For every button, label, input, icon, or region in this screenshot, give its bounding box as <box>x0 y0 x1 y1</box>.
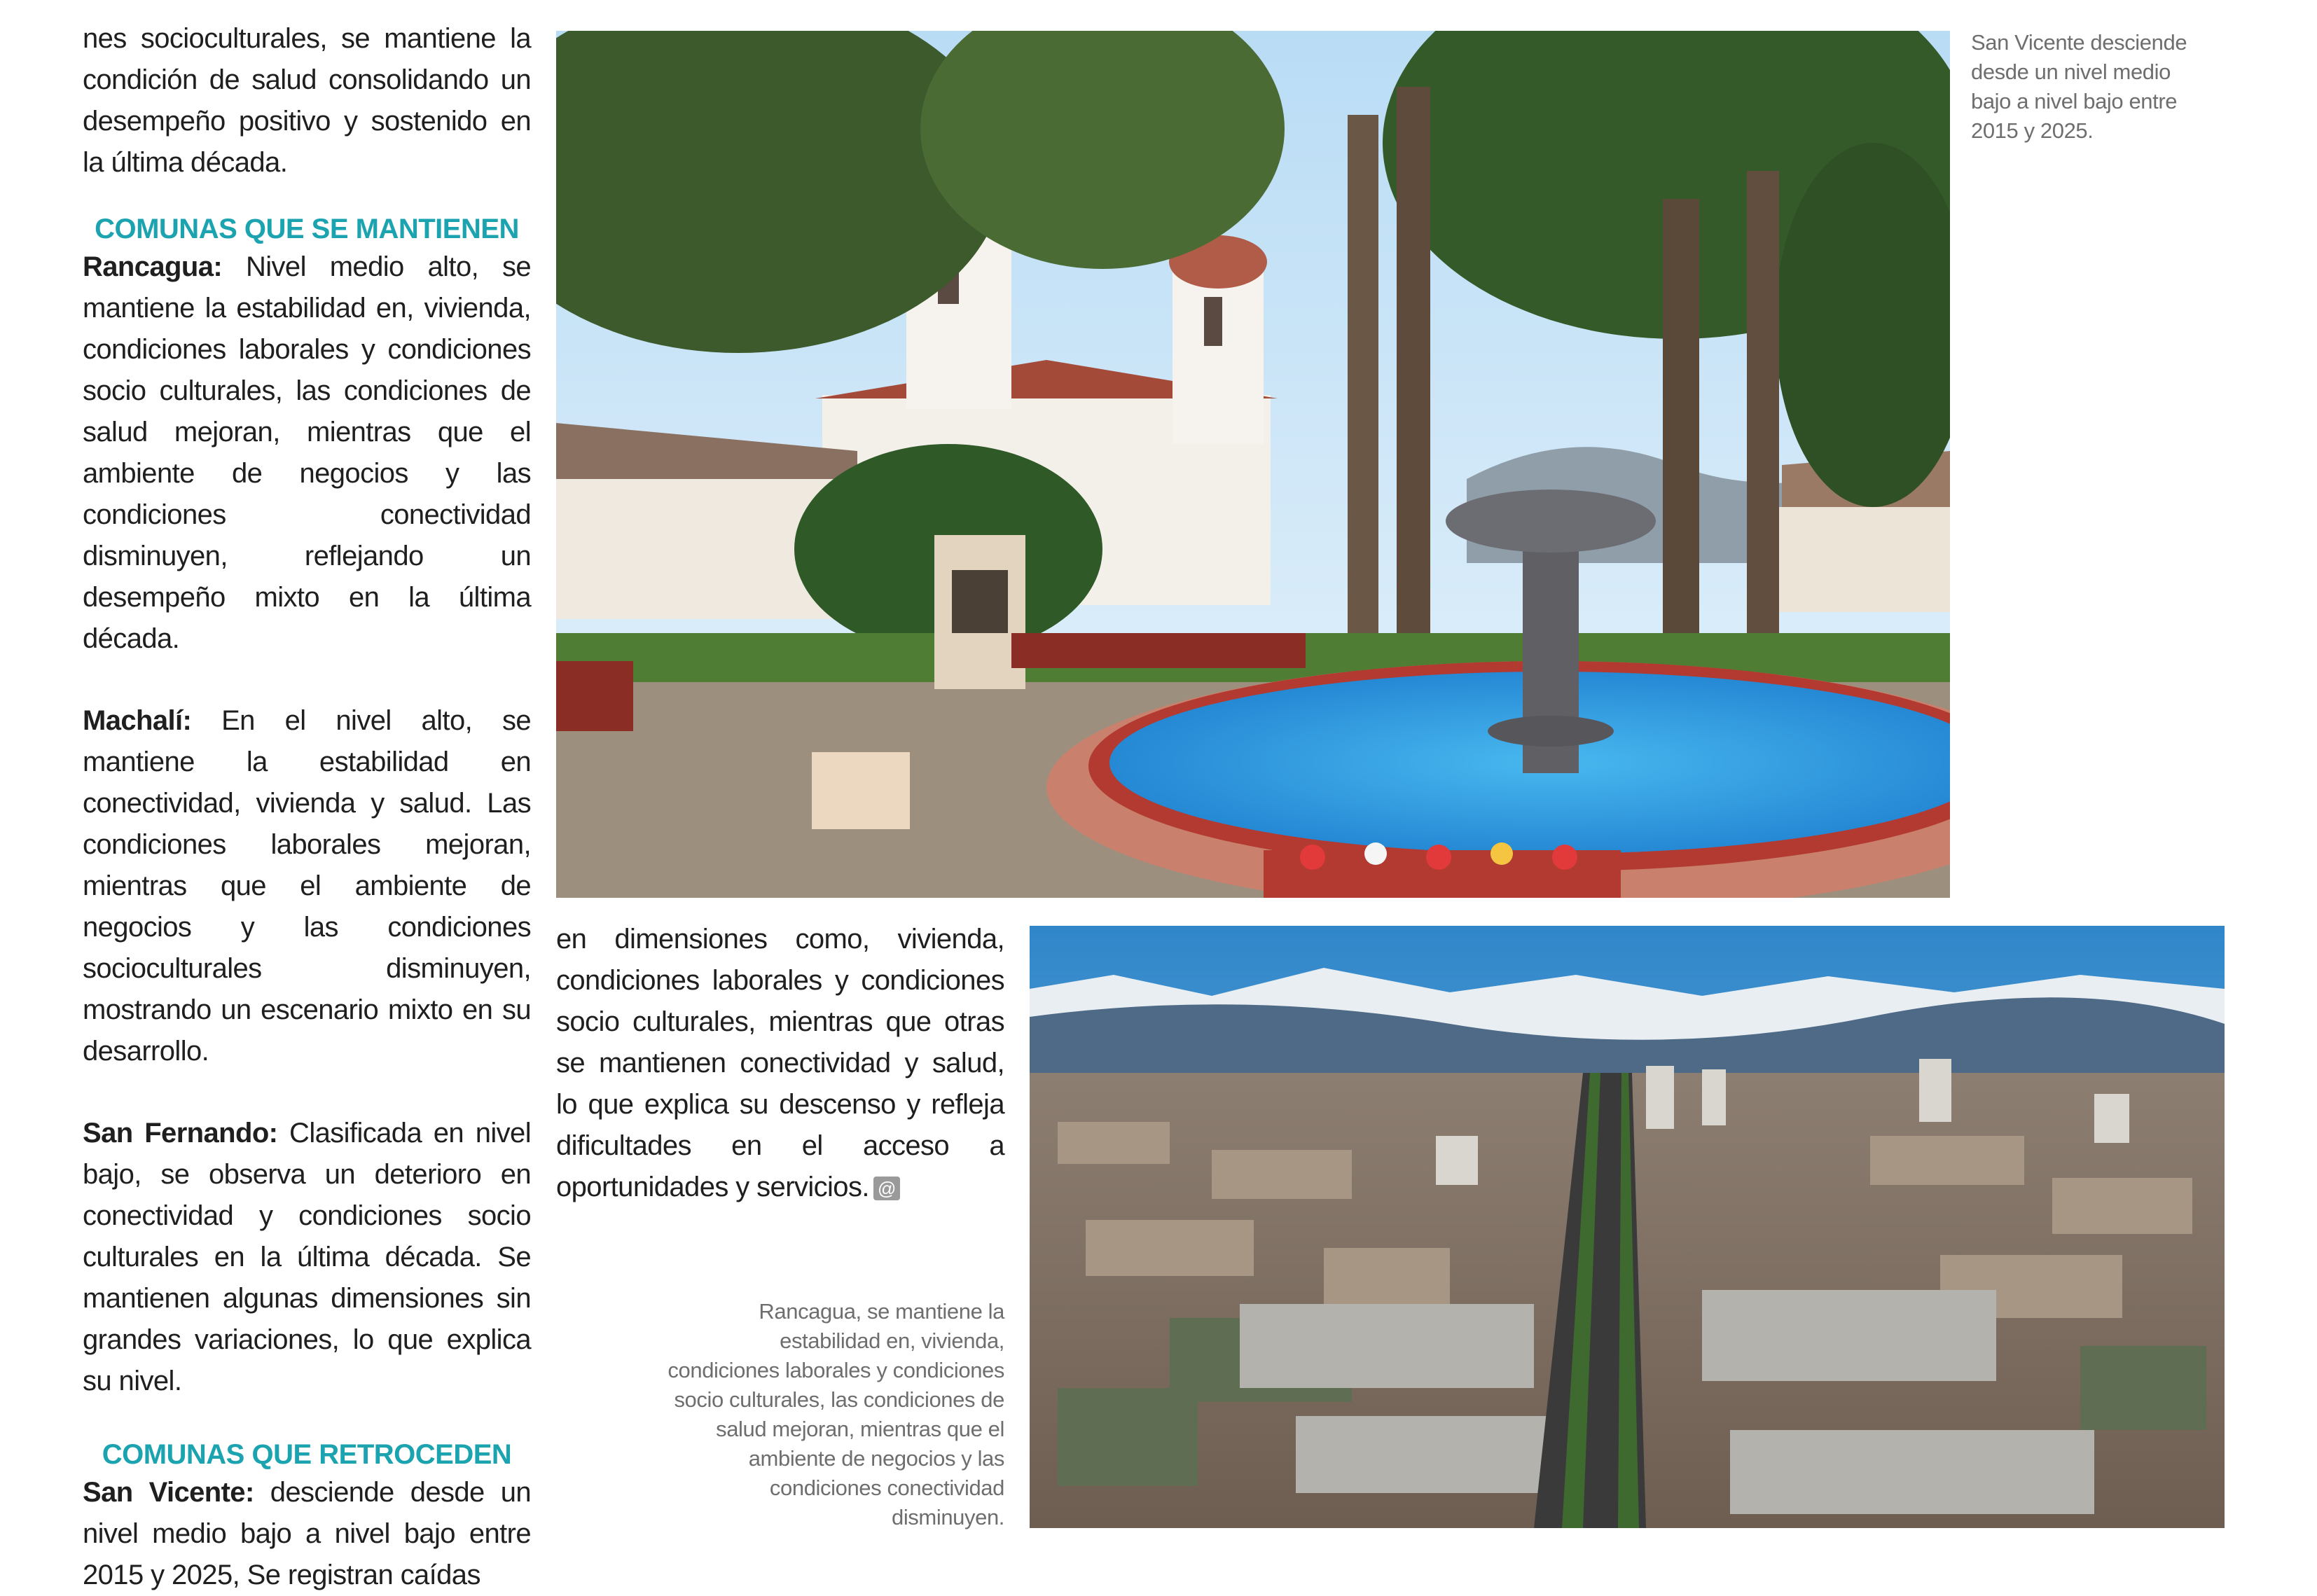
commune-text: desciende desde un nivel medio bajo a nivel bajo entre 2015 y 2025, Se registran caídas <box>83 1477 531 1590</box>
san-fernando-paragraph <box>83 1113 531 1402</box>
section-heading-mantienen: COMUNAS QUE SE MANTIENEN <box>95 214 519 244</box>
continuation-paragraph <box>556 919 1004 1208</box>
continuation-text: en dimensiones como, vivienda, condiciones laborales y condiciones socio culturales, mientras que otras se mantienen conectividad y salud, lo que explica su descenso y refleja dificultades en el acceso a oportunidades y servicios. <box>556 924 1004 1202</box>
rancagua-aerial-photo <box>1030 926 2225 1528</box>
machali-paragraph <box>83 700 531 1072</box>
commune-text: Nivel medio alto, se mantiene la estabilidad en, vivienda, condiciones laborales y condiciones socio culturales, las condiciones de salud mejoran, mientras que el ambiente de negocios y las condiciones conectividad disminuyen, reflejando un desempeño mixto en la última década. <box>83 251 531 654</box>
san-vicente-plaza-photo <box>556 31 1950 898</box>
end-mark-icon: @ <box>873 1177 900 1200</box>
commune-text: En el nivel alto, se mantiene la estabilidad en conectividad, vivienda y salud. Las condiciones laborales mejoran, mientras que el ambiente de negocios y las condiciones socioculturales disminuyen, mostrando un escenario mixto en su desarrollo. <box>83 705 531 1067</box>
caption-san-vicente: San Vicente desciende desde un nivel medio bajo a nivel bajo entre 2015 y 2025. <box>1971 30 2187 143</box>
left-column <box>83 18 531 1596</box>
rancagua-paragraph <box>83 247 531 660</box>
commune-name: Machalí: <box>83 705 192 736</box>
commune-name: Rancagua: <box>83 251 223 282</box>
commune-name: San Vicente: <box>83 1477 254 1508</box>
middle-column <box>556 919 1004 1208</box>
caption-san-vicente-box <box>1971 28 2188 146</box>
caption-rancagua-box <box>665 1297 1004 1532</box>
commune-name: San Fernando: <box>83 1118 278 1149</box>
section-heading-retroceden: COMUNAS QUE RETROCEDEN <box>102 1439 512 1470</box>
san-vicente-paragraph <box>83 1472 531 1596</box>
commune-text: Clasificada en nivel bajo, se observa un deterioro en conectividad y condiciones socio culturales en la última década. Se mantienen algunas dimensiones sin grandes variaciones, lo que explica su nivel. <box>83 1118 531 1396</box>
caption-rancagua: Rancagua, se mantiene la estabilidad en, vivienda, condiciones laborales y condiciones socio culturales, las condiciones de salud mejoran, mientras que el ambiente de negocios y las condiciones conectividad disminuyen. <box>668 1299 1004 1529</box>
intro-paragraph: nes socioculturales, se mantiene la condición de salud consolidando un desempeño positivo y sostenido en la última década. <box>83 23 531 178</box>
